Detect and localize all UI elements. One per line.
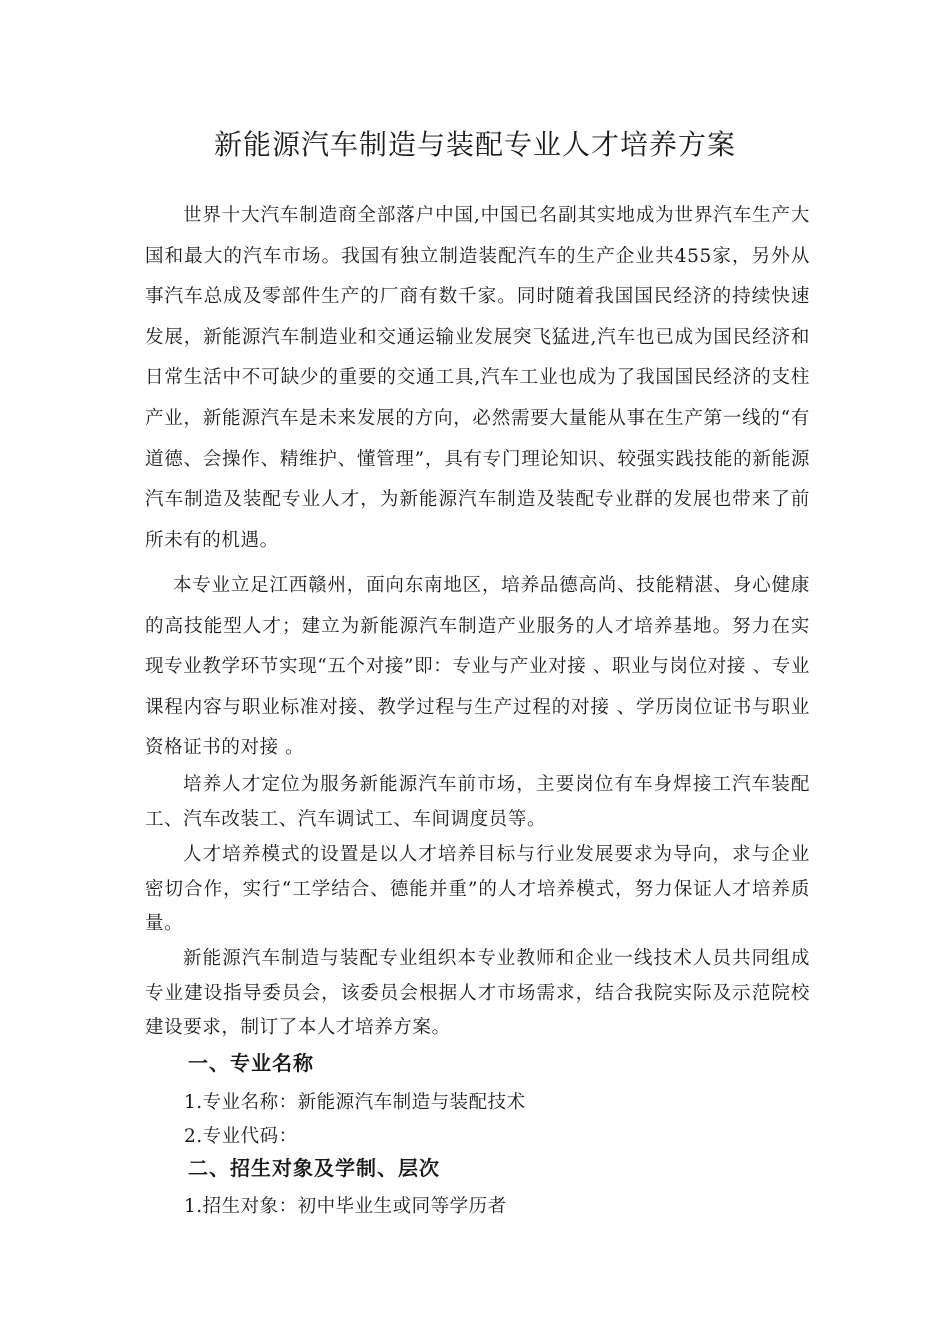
section-heading-major-name: 一、专业名称 (188, 1051, 314, 1075)
positioning-paragraph: 本专业立足江西赣州，面向东南地区，培养品德高尚、技能精湛、身心健康的高技能型人才；建立为新能源汽车制造产业服务的人才培养基地。努力在实现专业教学环节实现“五个对接”即：专业与产业对接 、职业与岗位对接 、专业课程内容与职业标准对接、教学过程与生产过程的对接 、学历岗位证书与职业资格证书的对接 。 (145, 575, 810, 759)
section-heading-enrollment: 二、招生对象及学制、层次 (188, 1156, 440, 1180)
list-item-major-name: 1.专业名称：新能源汽车制造与装配技术 (184, 1092, 526, 1113)
intro-paragraph: 世界十大汽车制造商全部落户中国,中国已名副其实地成为世界汽车生产大国和最大的汽车市场。我国有独立制造装配汽车的生产企业共455家，另外从事汽车总成及零部件生产的厂商有数千家。同时随着我国国民经济的持续快速发展，新能源汽车制造业和交通运输业发展突飞猛进,汽车也已成为国民经济和日常生活中不可缺少的重要的交通工具,汽车工业也成为了我国国民经济的支柱产业，新能源汽车是未来发展的方向，必然需要大量能从事在生产第一线的“有道德、会操作、精维护、懂管理”，具有专门理论知识、较强实践技能的新能源汽车制造及装配专业人才，为新能源汽车制造及装配专业群的发展也带来了前所未有的机遇。 (145, 205, 810, 551)
list-item-major-code: 2.专业代码： (184, 1126, 298, 1147)
talent-positioning-paragraph: 培养人才定位为服务新能源汽车前市场，主要岗位有车身焊接工汽车装配工、汽车改装工、汽车调试工、车间调度员等。 (145, 774, 810, 830)
list-item-enrollment-target: 1.招生对象：初中毕业生或同等学历者 (184, 1196, 507, 1217)
training-mode-paragraph: 人才培养模式的设置是以人才培养目标与行业发展要求为导向，求与企业密切合作，实行“工学结合、德能并重”的人才培养模式，努力保证人才培养质量。 (145, 844, 810, 934)
committee-paragraph: 新能源汽车制造与装配专业组织本专业教师和企业一线技术人员共同组成专业建设指导委员会，该委员会根据人才市场需求，结合我院实际及示范院校建设要求，制订了本人才培养方案。 (145, 948, 810, 1038)
document-title: 新能源汽车制造与装配专业人才培养方案 (213, 128, 736, 161)
